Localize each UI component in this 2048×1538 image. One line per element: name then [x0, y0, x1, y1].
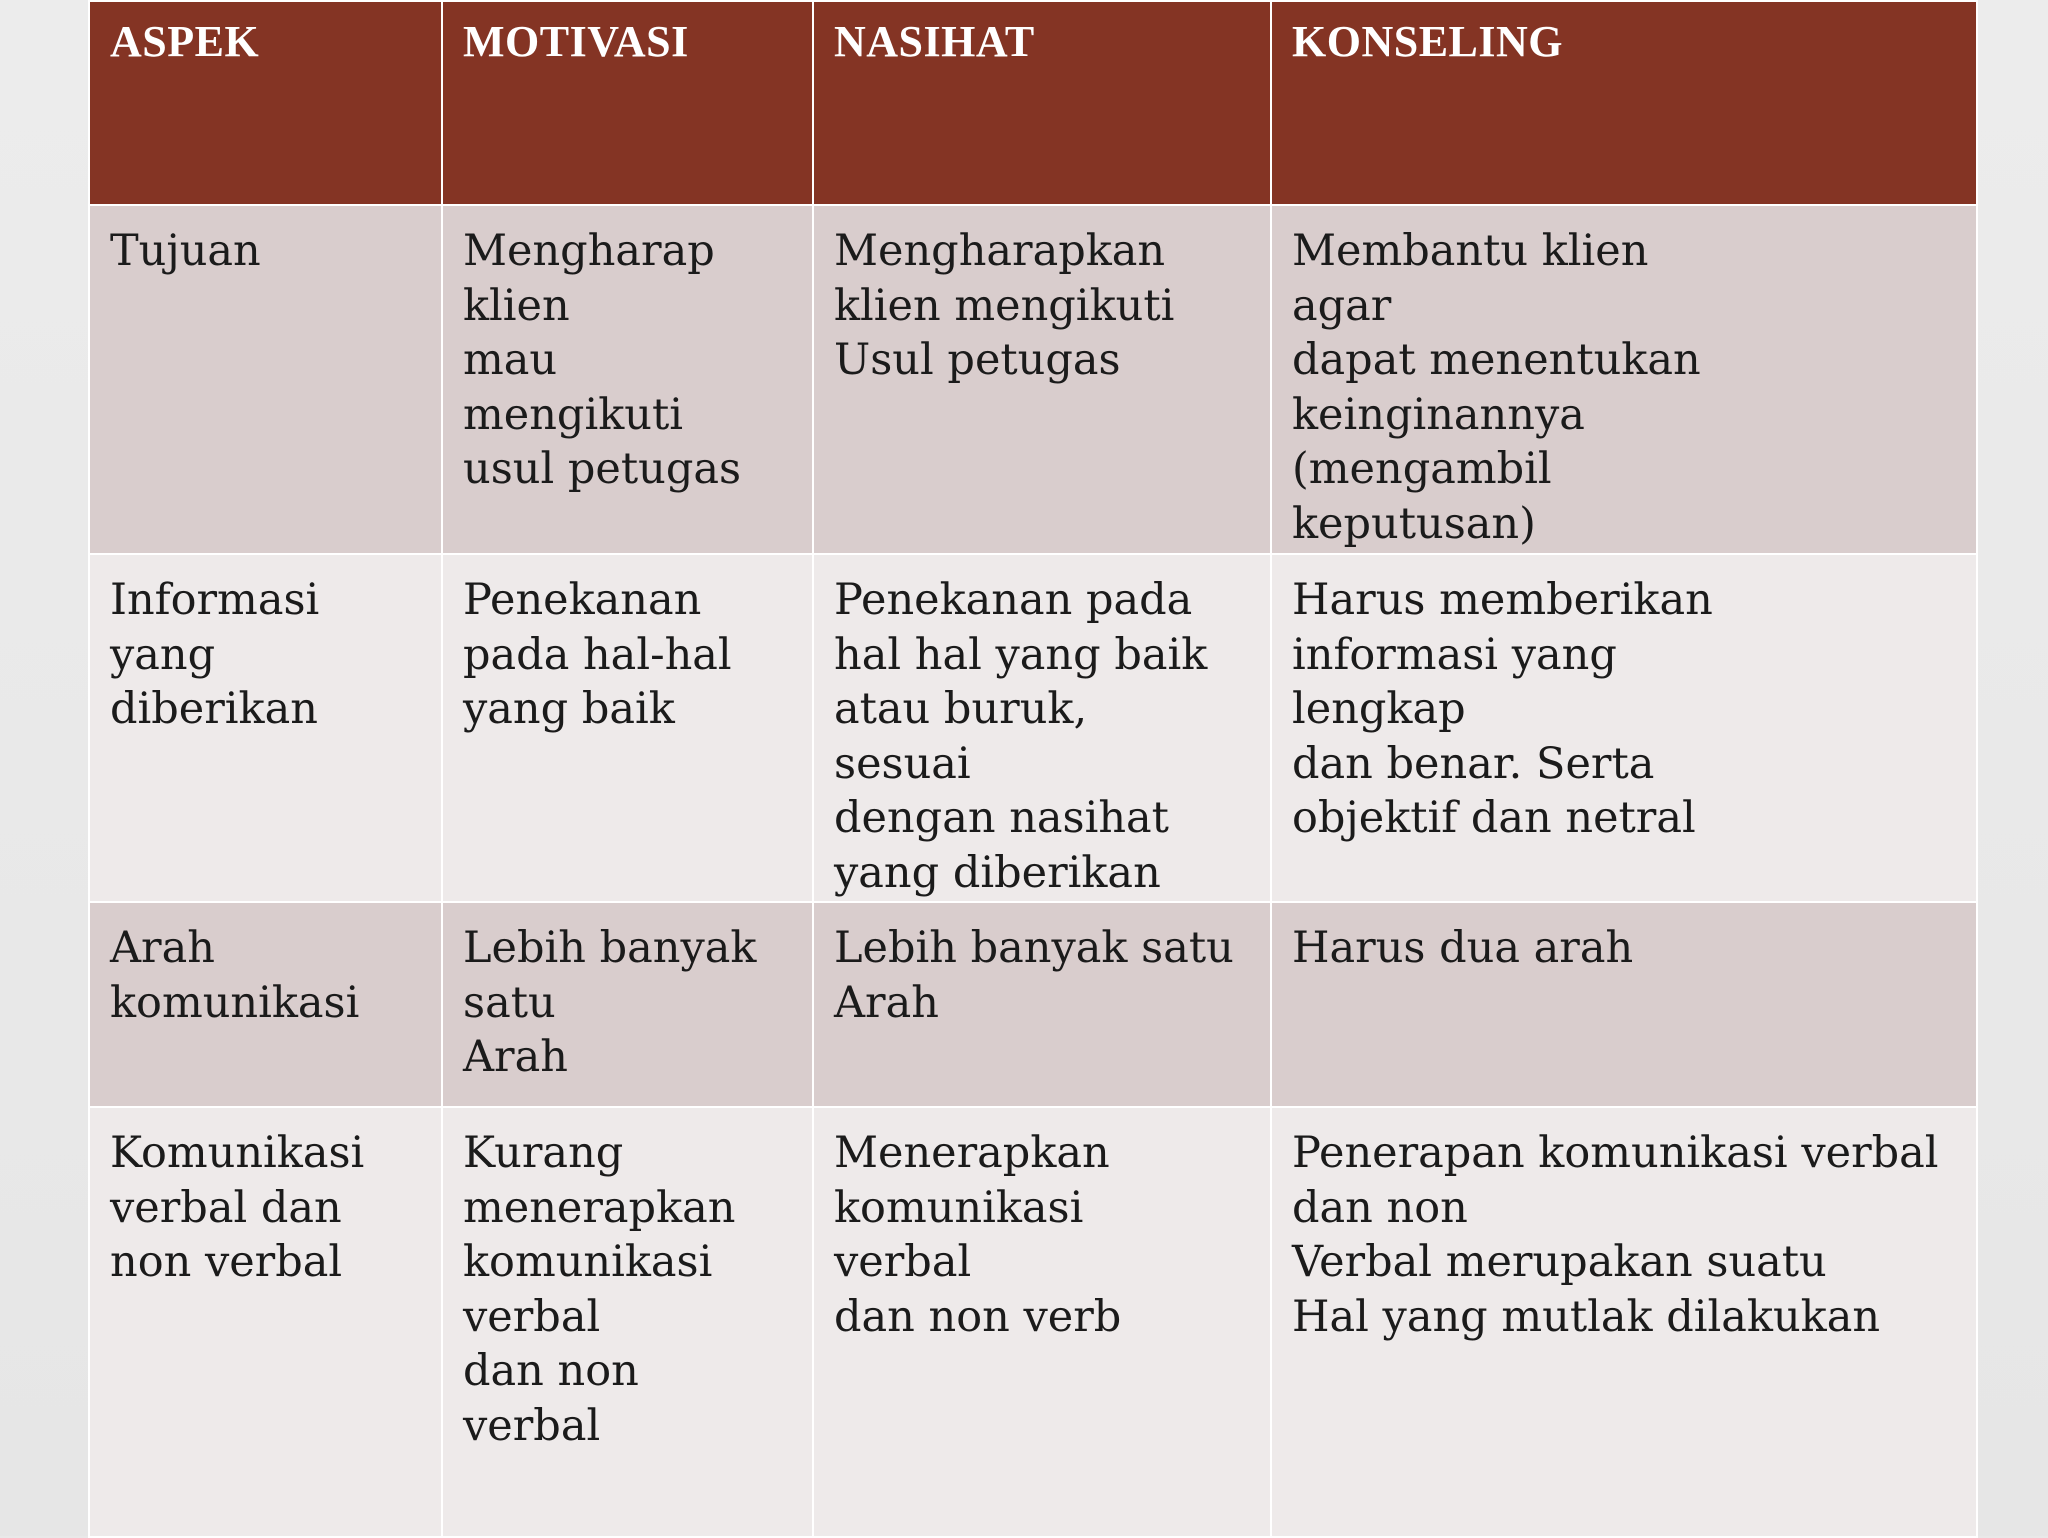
cell-line: informasi yang: [1292, 629, 1617, 680]
cell-line: lengkap: [1292, 684, 1466, 734]
table-row: [89, 205, 1977, 554]
cell-line: dapat menentukan: [1292, 335, 1701, 385]
cell-line: Verbal merupakan suatu: [1292, 1237, 1827, 1287]
cell-line: klien mengikuti: [834, 280, 1175, 331]
cell-line: non verbal: [110, 1237, 343, 1287]
cell-aspek: [89, 554, 442, 902]
cell-line: dan non verb: [834, 1291, 1122, 1342]
cell-line: menerapkan: [463, 1182, 736, 1233]
cell-line: Usul petugas: [834, 335, 1121, 385]
cell-line: Lebih banyak: [463, 923, 757, 973]
header-aspek: ASPEK: [89, 1, 442, 205]
cell-aspek: [89, 902, 442, 1107]
cell-line: diberikan: [110, 684, 318, 734]
cell-line: Harus dua arah: [1292, 923, 1634, 973]
cell-line: Harus memberikan: [1292, 575, 1713, 625]
cell-line: Informasi: [110, 575, 320, 625]
cell-konseling: [1271, 1107, 1977, 1537]
cell-line: usul petugas: [463, 444, 742, 494]
header-motivasi: MOTIVASI: [442, 1, 813, 205]
cell-line: satu: [463, 977, 556, 1028]
cell-line: Mengharapkan: [834, 226, 1166, 276]
cell-line: (mengambil: [1292, 444, 1552, 494]
cell-line: verbal: [463, 1291, 601, 1342]
cell-line: Mengharap: [463, 226, 715, 276]
cell-nasihat: [813, 1107, 1271, 1537]
cell-line: Arah: [463, 1032, 568, 1082]
cell-line: dan non: [1292, 1182, 1468, 1233]
header-konseling: KONSELING: [1271, 1, 1977, 205]
cell-line: Lebih banyak satu: [834, 923, 1234, 973]
cell-line: Arah: [110, 923, 215, 973]
cell-line: yang baik: [463, 684, 675, 734]
cell-konseling: [1271, 902, 1977, 1107]
cell-line: sesuai: [834, 738, 971, 789]
cell-line: dan non: [463, 1346, 639, 1396]
cell-konseling: [1271, 205, 1977, 554]
header-row: [89, 1, 1977, 205]
cell-line: Penekanan pada: [834, 575, 1193, 625]
cell-line: komunikasi: [110, 977, 360, 1028]
cell-line: yang: [110, 629, 216, 680]
cell-motivasi: [442, 902, 813, 1107]
comparison-table: [88, 0, 1978, 1538]
table-row: [89, 554, 1977, 902]
table-row: [89, 902, 1977, 1107]
cell-line: Komunikasi: [110, 1128, 365, 1178]
cell-line: mengikuti: [463, 389, 683, 440]
cell-line: verbal dan: [110, 1182, 342, 1233]
cell-line: yang diberikan: [834, 847, 1161, 898]
cell-line: komunikasi: [463, 1237, 713, 1287]
cell-line: agar: [1292, 280, 1392, 331]
cell-line: atau buruk,: [834, 684, 1088, 734]
cell-line: Kurang: [463, 1128, 624, 1178]
cell-line: komunikasi: [834, 1182, 1084, 1233]
cell-nasihat: [813, 902, 1271, 1107]
cell-line: keinginannya: [1292, 389, 1585, 440]
table-row: [89, 1107, 1977, 1537]
cell-line: mau: [463, 335, 558, 385]
cell-line: pada hal-hal: [463, 629, 732, 680]
cell-line: Membantu klien: [1292, 226, 1649, 276]
cell-nasihat: [813, 205, 1271, 554]
cell-aspek: [89, 1107, 442, 1537]
cell-nasihat: [813, 554, 1271, 902]
cell-line: verbal: [834, 1237, 972, 1287]
cell-aspek: [89, 205, 442, 554]
cell-line: verbal: [463, 1400, 601, 1451]
cell-line: dengan nasihat: [834, 793, 1169, 843]
cell-line: hal hal yang baik: [834, 629, 1208, 680]
cell-line: Hal yang mutlak dilakukan: [1292, 1291, 1881, 1342]
cell-line: Menerapkan: [834, 1128, 1110, 1178]
header-nasihat: NASIHAT: [813, 1, 1271, 205]
cell-line: Tujuan: [110, 226, 261, 276]
cell-line: Arah: [834, 977, 939, 1028]
cell-motivasi: [442, 205, 813, 554]
cell-line: dan benar. Serta: [1292, 738, 1655, 789]
cell-line: Penekanan: [463, 575, 702, 625]
cell-line: klien: [463, 280, 570, 331]
cell-konseling: [1271, 554, 1977, 902]
cell-line: Penerapan komunikasi verbal: [1292, 1128, 1939, 1178]
cell-line: keputusan): [1292, 498, 1536, 549]
cell-line: objektif dan netral: [1292, 793, 1696, 843]
cell-motivasi: [442, 1107, 813, 1537]
cell-motivasi: [442, 554, 813, 902]
